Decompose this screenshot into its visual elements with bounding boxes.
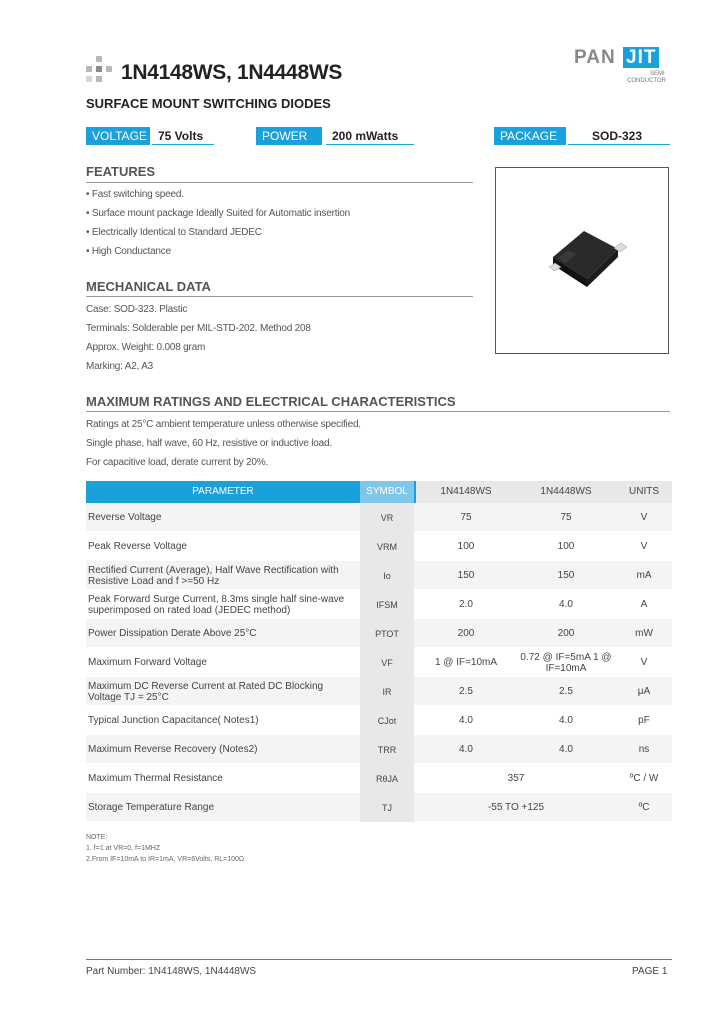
sod323-package-icon	[496, 168, 668, 353]
features-divider	[86, 182, 473, 183]
ratings-note: Single phase, half wave, 60 Hz, resistive or inductive load.	[86, 438, 332, 449]
characteristics-table	[86, 481, 672, 822]
ratings-note: For capacitive load, derate current by 20%.	[86, 457, 269, 468]
cell-parameter: Rectified Current (Average), Half Wave Rectification with Resistive Load and f >=50 Hz	[88, 564, 339, 587]
features-title: FEATURES	[86, 164, 156, 179]
package-value: SOD-323	[568, 127, 670, 145]
mechanical-item: Marking: A2, A3	[86, 361, 154, 372]
cell-1n4148ws: 1 @ IF=10mA	[434, 657, 498, 668]
ratings-note: Ratings at 25°C ambient temperature unless otherwise specified.	[86, 419, 361, 430]
package-image-frame	[495, 167, 669, 354]
cell-1n4448ws: 4.0	[559, 744, 573, 755]
table-row	[86, 619, 672, 648]
cell-1n4148ws: 150	[457, 570, 475, 581]
mechanical-item: Case: SOD-323. Plastic	[86, 304, 188, 315]
cell-1n4148ws: 200	[457, 628, 475, 639]
cell-symbol: VR	[360, 503, 414, 532]
brand-tagline-2: CONDUCTOR	[627, 78, 666, 84]
cell-symbol: IR	[360, 677, 414, 706]
cell-parameter: Maximum Thermal Resistance	[88, 773, 223, 784]
table-row	[86, 532, 672, 561]
cell-parameter: Peak Forward Surge Current, 8.3ms single half sine-wave superimposed on rated load (JEDEC method)	[88, 593, 345, 616]
feature-item: • Electrically Identical to Standard JEDEC	[86, 227, 262, 238]
cell-1n4148ws: 2.5	[459, 686, 473, 697]
cell-parameter: Maximum Forward Voltage	[88, 657, 207, 668]
feature-item: • Surface mount package Ideally Suited for Automatic insertion	[86, 208, 351, 219]
table-row	[86, 764, 672, 793]
header-1n4148ws: 1N4148WS	[416, 481, 516, 503]
cell-symbol: PTOT	[360, 619, 414, 648]
cell-symbol: VRM	[360, 532, 414, 561]
notes-title: NOTE:	[86, 834, 108, 841]
cell-1n4448ws: 2.5	[559, 686, 573, 697]
cell-symbol: Io	[360, 561, 414, 590]
cell-parameter: Reverse Voltage	[88, 512, 162, 523]
footer-page: PAGE 1	[632, 966, 668, 977]
cell-1n4148ws: 4.0	[459, 715, 473, 726]
cell-symbol: RθJA	[360, 764, 414, 793]
notes	[86, 832, 244, 865]
cell-1n4448ws: 0.72 @ IF=5mA 1 @ IF=10mA	[520, 651, 612, 674]
table-row	[86, 590, 672, 619]
cell-symbol: IFSM	[360, 590, 414, 619]
package-label: PACKAGE	[494, 127, 566, 145]
brand-tagline-1: SEMI	[650, 71, 665, 77]
voltage-label: VOLTAGE	[86, 127, 150, 145]
table-row	[86, 503, 672, 532]
cell-units: mA	[636, 570, 652, 581]
cell-units: V	[640, 512, 648, 523]
cell-1n4448ws: 4.0	[559, 599, 573, 610]
cell-value-shared: -55 TO +125	[487, 802, 545, 813]
table-row	[86, 793, 672, 822]
footer-divider	[86, 959, 672, 960]
mechanical-item: Approx. Weight: 0.008 gram	[86, 342, 206, 353]
cell-symbol: TRR	[360, 735, 414, 764]
table-header	[86, 481, 672, 503]
cell-parameter: Storage Temperature Range	[88, 802, 215, 813]
cell-units: pF	[638, 715, 650, 726]
brand-name-left: PAN	[574, 47, 616, 68]
cell-1n4448ws: 200	[557, 628, 575, 639]
feature-item: • High Conductance	[86, 246, 171, 257]
cell-parameter: Typical Junction Capacitance( Notes1)	[88, 715, 259, 726]
header-symbol: SYMBOL	[360, 481, 414, 503]
cell-parameter: Maximum DC Reverse Current at Rated DC Blocking Voltage TJ = 25°C	[88, 680, 324, 703]
cell-units: mW	[635, 628, 653, 639]
power-value: 200 mWatts	[326, 127, 414, 145]
logo-mark-icon	[86, 56, 112, 82]
cell-1n4448ws: 4.0	[559, 715, 573, 726]
cell-units: ºC	[638, 802, 650, 813]
voltage-value: 75 Volts	[152, 127, 214, 145]
cell-1n4448ws: 75	[560, 512, 572, 523]
table-row	[86, 561, 672, 590]
cell-units: V	[640, 657, 648, 668]
header-parameter: PARAMETER	[192, 486, 254, 497]
note-item: 2.From IF=10mA to IR=1mA, VR=6Volts, RL=100Ω	[86, 856, 245, 863]
mechanical-item: Terminals: Solderable per MIL-STD-202. Method 208	[86, 323, 311, 334]
cell-parameter: Maximum Reverse Recovery (Notes2)	[88, 744, 258, 755]
ratings-title: MAXIMUM RATINGS AND ELECTRICAL CHARACTERISTICS	[86, 394, 456, 409]
cell-parameter: Peak Reverse Voltage	[88, 541, 187, 552]
feature-item: • Fast switching speed.	[86, 189, 184, 200]
cell-symbol: TJ	[360, 793, 414, 822]
document-title: 1N4148WS, 1N4448WS	[121, 61, 343, 84]
brand-logo	[574, 45, 674, 87]
table-row	[86, 706, 672, 735]
mechanical-divider	[86, 296, 473, 297]
cell-units: A	[640, 599, 648, 610]
mechanical-title: MECHANICAL DATA	[86, 279, 211, 294]
cell-1n4148ws: 2.0	[459, 599, 473, 610]
document-subtitle: SURFACE MOUNT SWITCHING DIODES	[86, 96, 331, 111]
table-body	[86, 503, 672, 822]
brand-name-right: JIT	[623, 47, 659, 68]
cell-units: ns	[638, 744, 650, 755]
cell-1n4448ws: 100	[557, 541, 575, 552]
cell-units: μA	[637, 686, 651, 697]
table-row	[86, 677, 672, 706]
cell-value-shared: 357	[507, 773, 525, 784]
note-item: 1. f=1 at VR=0, f=1MHZ	[86, 845, 161, 852]
cell-units: ºC / W	[629, 773, 659, 784]
footer-part-number: Part Number: 1N4148WS, 1N4448WS	[86, 966, 257, 977]
table-row	[86, 735, 672, 764]
power-label: POWER	[256, 127, 322, 145]
cell-1n4148ws: 100	[457, 541, 475, 552]
cell-units: V	[640, 541, 648, 552]
ratings-divider	[86, 411, 670, 412]
cell-parameter: Power Dissipation Derate Above 25°C	[88, 628, 257, 639]
cell-symbol: VF	[360, 648, 414, 677]
table-row	[86, 648, 672, 677]
header-units: UNITS	[616, 481, 672, 503]
cell-1n4148ws: 4.0	[459, 744, 473, 755]
cell-symbol: CJot	[360, 706, 414, 735]
cell-1n4448ws: 150	[557, 570, 575, 581]
header-1n4448ws: 1N4448WS	[516, 481, 616, 503]
cell-1n4148ws: 75	[460, 512, 472, 523]
